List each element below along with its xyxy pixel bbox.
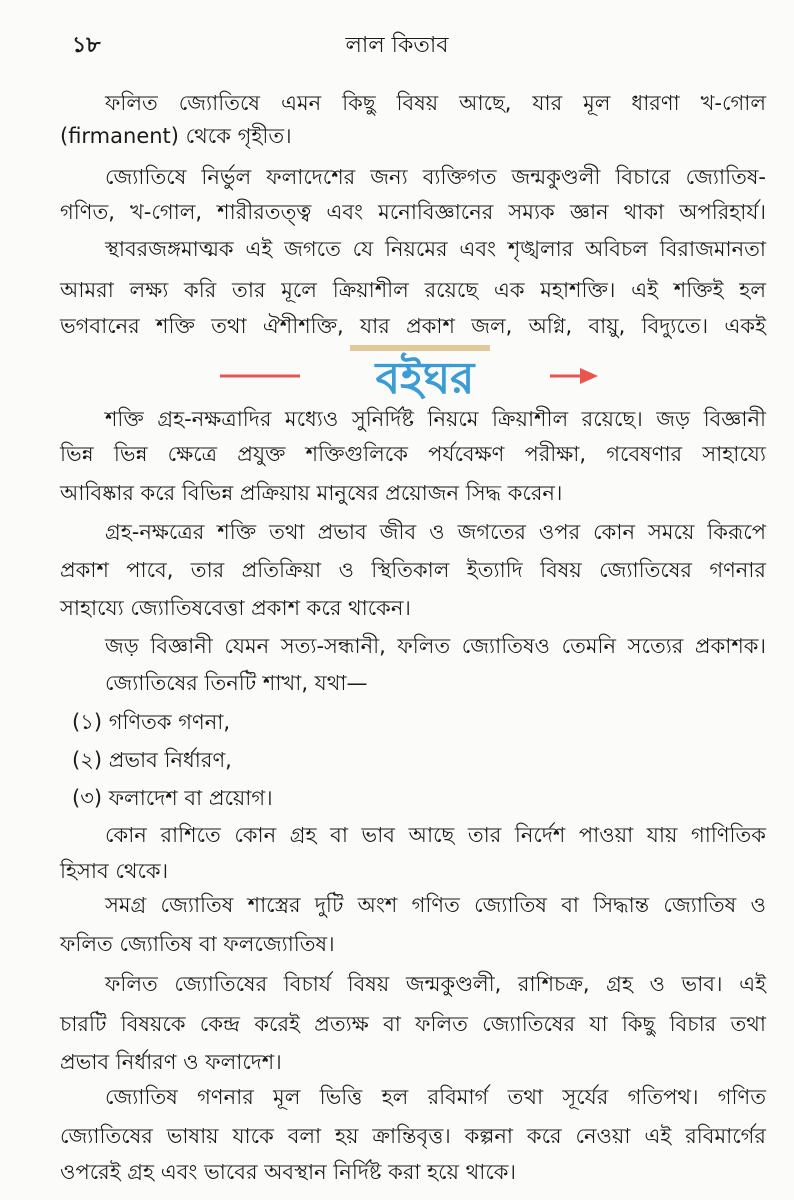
text-line: ফলিত জ্যোতিষের বিচার্য বিষয় জন্মকুণ্ডলী, রাশিচক্র, গ্রহ ও ভাব। এই (105, 972, 766, 996)
text-line: কোন রাশিতে কোন গ্রহ বা ভাব আছে তার নির্দেশ পাওয়া যায় গাণিতিক (105, 823, 766, 847)
text-line: ভগবানের শক্তি তথা ঐশীশক্তি, যার প্রকাশ জল, অগ্নি, বায়ু, বিদ্যুতে। একই (60, 314, 766, 338)
text-line: জ্যোতিষ গণনার মূল ভিত্তি হল রবিমার্গ তথা সূর্যের গতিপথ। গণিত (105, 1085, 766, 1109)
text-line: ভিন্ন ভিন্ন ক্ষেত্রে প্রযুক্ত শক্তিগুলিকে পর্যবেক্ষণ পরীক্ষা, গবেষণার সাহায্যে (60, 442, 766, 466)
running-title: লাল কিতাব (345, 33, 449, 58)
watermark-text: বইঘর (375, 353, 475, 401)
text-line: জ্যোতিষের ভাষায় যাকে বলা হয় ক্রান্তিবৃত্ত। কল্পনা করে নেওয়া এই রবিমার্গের (60, 1124, 766, 1148)
text-line: সাহায্যে জ্যোতিষবেত্তা প্রকাশ করে থাকেন। (60, 596, 411, 620)
text-line: প্রকাশ পাবে, তার প্রতিক্রিয়া ও স্থিতিকাল ইত্যাদি বিষয় জ্যোতিষের গণনার (60, 558, 766, 582)
text-line: প্রভাব নির্ধারণ ও ফলাদেশ। (60, 1050, 282, 1074)
text-line: হিসাব থেকে। (60, 859, 169, 883)
text-line: আমরা লক্ষ্য করি তার মূলে ক্রিয়াশীল রয়েছে এক মহাশক্তি। এই শক্তিই হল (60, 278, 766, 302)
text-line: ওপরেই গ্রহ এবং ভাবের অবস্থান নির্দিষ্ট করা হয়ে থাকে। (60, 1160, 516, 1184)
watermark-logo (0, 343, 794, 401)
watermark-arrowhead (580, 368, 598, 384)
watermark-flute (350, 345, 490, 351)
text-line: স্থাবরজঙ্গমাত্মক এই জগতে যে নিয়মের এবং শৃঙ্খলার অবিচল বিরাজমানতা (105, 237, 766, 261)
text-line: ফলিত জ্যোতিষে এমন কিছু বিষয় আছে, যার মূল ধারণা খ-গোল (105, 91, 766, 115)
text-line: (৩) ফলাদেশ বা প্রয়োগ। (72, 786, 273, 810)
page-number: ১৮ (72, 33, 101, 58)
text-line: জ্যোতিষে নির্ভুল ফলাদেশের জন্য ব্যক্তিগত জন্মকুণ্ডলী বিচারে জ্যোতিষ- (105, 165, 766, 189)
text-line: গ্রহ-নক্ষত্রের শক্তি তথা প্রভাব জীব ও জগতের ওপর কোন সময়ে কিরূপে (105, 520, 766, 544)
text-line: আবিষ্কার করে বিভিন্ন প্রক্রিয়ায় মানুষের প্রয়োজন সিদ্ধ করেন। (60, 481, 563, 505)
text-line: (১) গণিতক গণনা, (72, 710, 231, 734)
text-line: ফলিত জ্যোতিষ বা ফলজ্যোতিষ। (60, 932, 335, 956)
text-line: চারটি বিষয়কে কেন্দ্র করেই প্রত্যক্ষ বা ফলিত জ্যোতিষের যা কিছু বিচার তথা (60, 1012, 766, 1036)
text-line: সমগ্র জ্যোতিষ শাস্ত্রের দুটি অংশ গণিত জ্যোতিষ বা সিদ্ধান্ত জ্যোতিষ ও (105, 893, 766, 917)
text-line: জড় বিজ্ঞানী যেমন সত্য-সন্ধানী, ফলিত জ্যোতিষও তেমনি সত্যের প্রকাশক। (105, 634, 766, 658)
text-line: (২) প্রভাব নির্ধারণ, (72, 748, 232, 772)
text-line: গণিত, খ-গোল, শারীরতত্ত্ব এবং মনোবিজ্ঞানের সম্যক জ্ঞান থাকা অপরিহার্য। (60, 200, 766, 224)
text-line: জ্যোতিষের তিনটি শাখা, যথা— (105, 671, 368, 695)
text-line: (firmanent) থেকে গৃহীত। (60, 124, 292, 148)
text-line: শক্তি গ্রহ-নক্ষত্রাদির মধ্যেও সুনির্দিষ্ট নিয়মে ক্রিয়াশীল রয়েছে। জড় বিজ্ঞানী (105, 407, 766, 431)
